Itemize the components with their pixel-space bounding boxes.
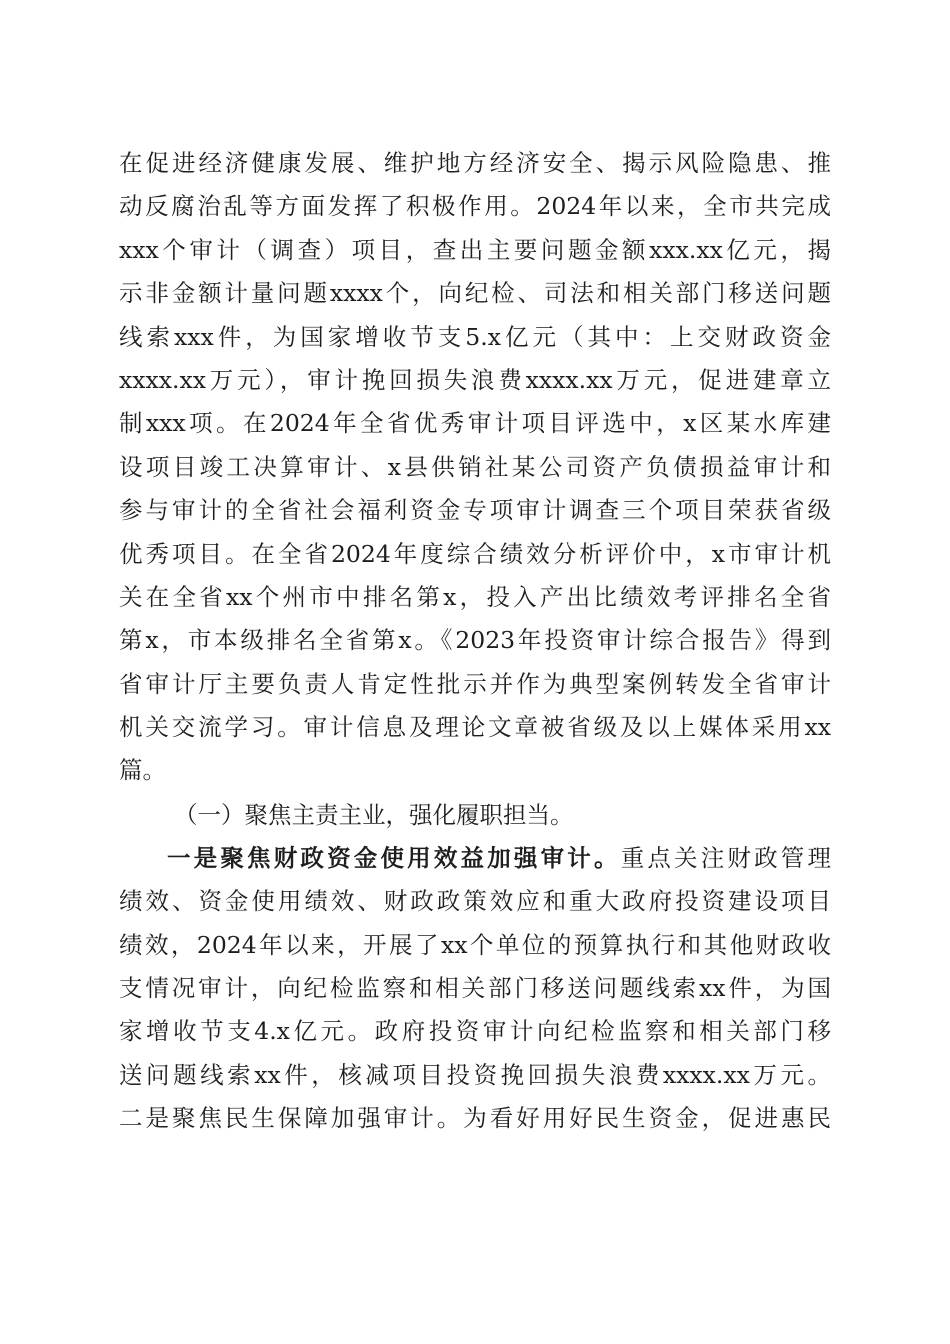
paragraph-line: 支情况审计，向纪检监察和相关部门移送问题线索xx件，为国 [119, 974, 831, 1003]
document-body [119, 142, 831, 1141]
paragraph-line: xxxx.xx万元），审计挽回损失浪费xxxx.xx万元，促进建章立 [119, 365, 831, 394]
paragraph-line: xxx个审计（调查）项目，查出主要问题金额xxx.xx亿元，揭 [119, 235, 831, 264]
paragraph-line: 在促进经济健康发展、维护地方经济安全、揭示风险隐患、推 [119, 149, 831, 177]
paragraph-line: 家增收节支4.x亿元。政府投资审计向纪检监察和相关部门移 [119, 1017, 831, 1046]
paragraph-line: 绩效，2024年以来，开展了xx个单位的预算执行和其他财政收 [119, 930, 831, 959]
paragraph-line: 示非金额计量问题xxxx个，向纪检、司法和相关部门移送问题 [119, 279, 831, 308]
paragraph-line: 设项目竣工决算审计、x县供销社某公司资产负债损益审计和 [119, 452, 831, 481]
paragraph-line: 关在全省xx个州市中排名第x，投入产出比绩效考评排名全省 [119, 582, 831, 611]
paragraph-first-line [119, 837, 831, 880]
paragraph-line: 制xxx项。在2024年全省优秀审计项目评选中，x区某水库建 [119, 409, 831, 438]
paragraph-line: 线索xxx件，为国家增收节支5.x亿元（其中：上交财政资金 [119, 322, 831, 351]
paragraph-line: 篇。 [119, 756, 166, 785]
paragraph-line: 参与审计的全省社会福利资金专项审计调查三个项目荣获省级 [119, 496, 831, 525]
paragraph-line: 第x，市本级排名全省第x。《2023年投资审计综合报告》得到 [119, 626, 831, 655]
subsection-lead: 一是聚焦财政资金使用效益加强审计。 [167, 843, 621, 872]
paragraph-line: 动反腐治乱等方面发挥了积极作用。2024年以来，全市共完成 [119, 192, 831, 221]
section-heading: （一）聚焦主责主业，强化履职担当。 [174, 800, 574, 829]
paragraph-line: 机关交流学习。审计信息及理论文章被省级及以上媒体采用xx [119, 713, 831, 742]
paragraph-line: 优秀项目。在全省2024年度综合绩效分析评价中，x市审计机 [119, 539, 831, 568]
paragraph-line: 绩效、资金使用绩效、财政政策效应和重大政府投资建设项目 [119, 887, 831, 916]
paragraph-fiscal-audit [119, 837, 831, 1141]
paragraph-line: 送问题线索xx件，核减项目投资挽回损失浪费xxxx.xx万元。 [119, 1060, 831, 1089]
paragraph-text: 重点关注财政管理 [620, 843, 831, 872]
paragraph-line: 省审计厅主要负责人肯定性批示并作为典型案例转发全省审计 [119, 669, 831, 698]
paragraph-intro [119, 142, 831, 793]
paragraph-line: 二是聚焦民生保障加强审计。为看好用好民生资金，促进惠民 [119, 1104, 831, 1133]
